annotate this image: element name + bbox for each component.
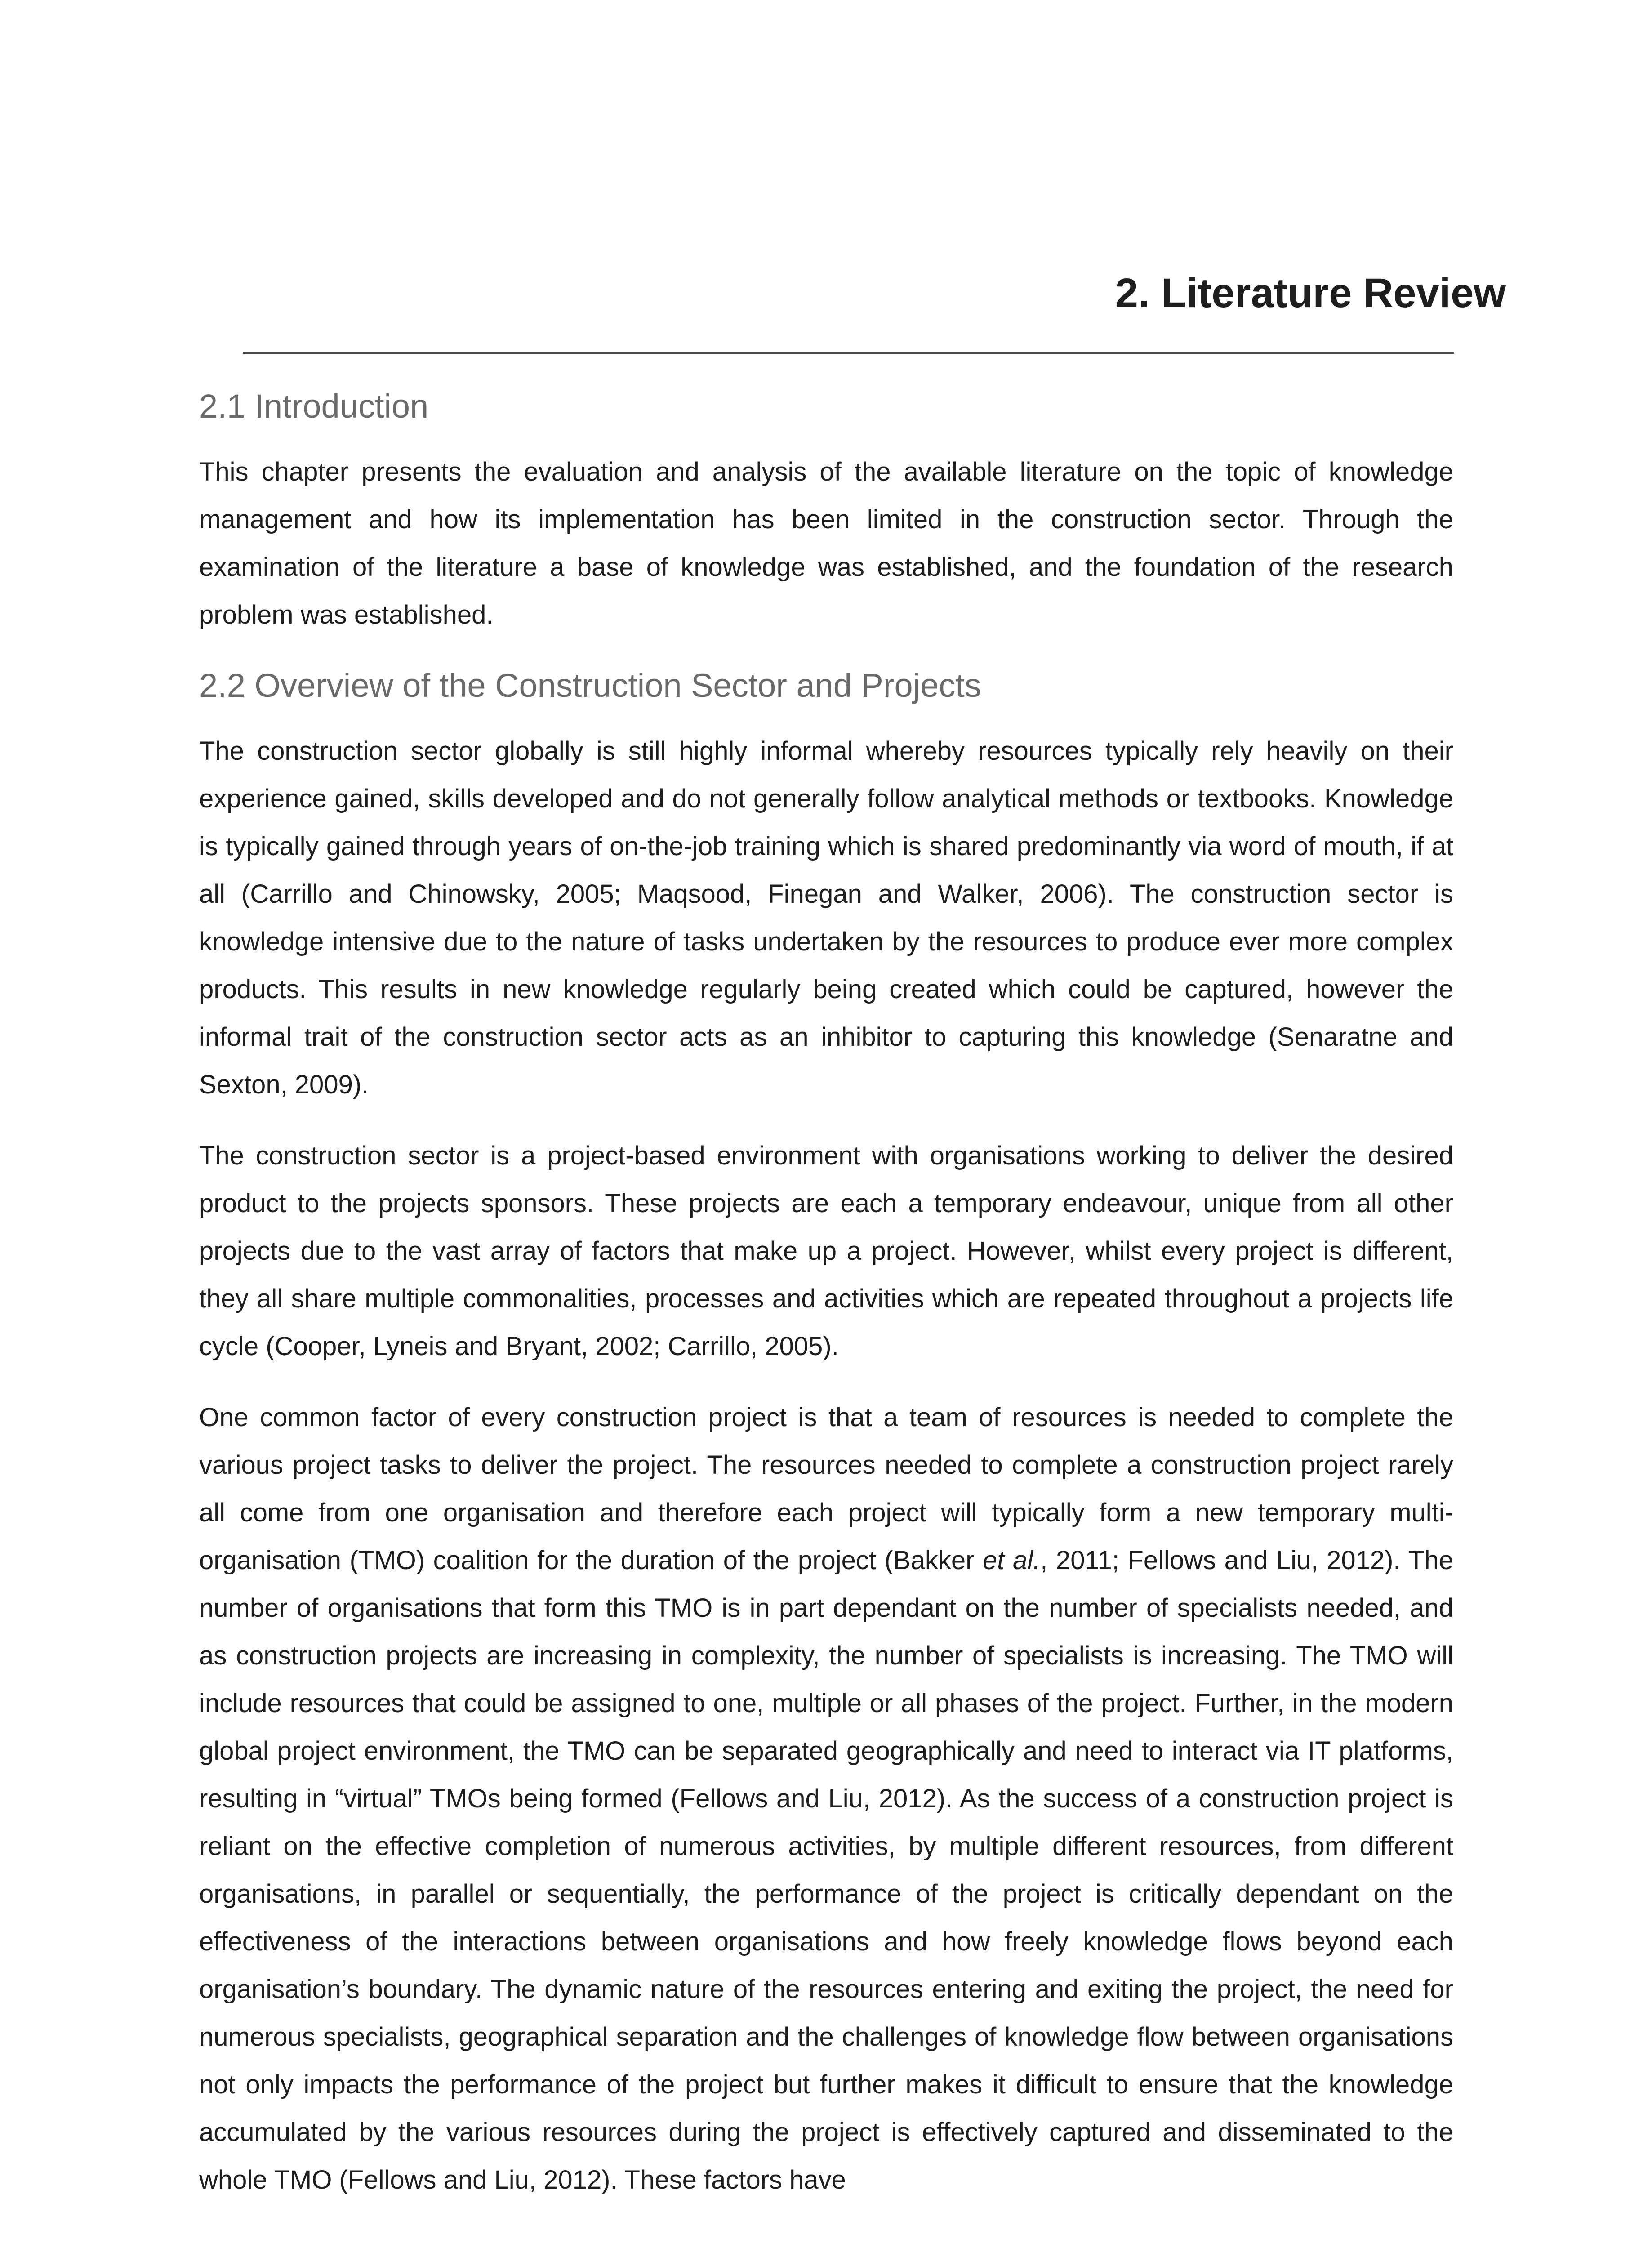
paragraph-informal-sector: The construction sector globally is still highly informal whereby resources typically rely heavily on their experience gained, skills developed and do not generally follow analytical methods or textbooks. Knowledge is typically gained through years of on-the-job training which is shared predominantly via word of mouth, if at all (Carrillo and Chinowsky, 2005; Maqsood, Finegan and Walker, 2006). The construction sector is knowledge intensive due to the nature of tasks undertaken by the resources to produce ever more complex products. This results in new knowledge regularly being created which could be captured, however the informal trait of the construction sector acts as an inhibitor to capturing this knowledge (Senaratne and Sexton, 2009).: [199, 736, 1453, 1099]
chapter-body: [199, 378, 1453, 2204]
paragraph-tmo-text-1: One common factor of every construction project is that a team of resources is needed to complete the various project tasks to deliver the project. The resources needed to complete a construction project rarely all come from one organisation and therefore each project will typically form a new temporary multi-organisation (TMO) coalition for the duration of the project (Bakker: [199, 1402, 1453, 1575]
paragraph-introduction: This chapter presents the evaluation and analysis of the available literature on the topic of knowledge management and how its implementation has been limited in the construction sector. Through the examination of the literature a base of knowledge was established, and the foundation of the research problem was established.: [199, 457, 1453, 629]
paragraph-project-based: The construction sector is a project-based environment with organisations working to deliver the desired product to the projects sponsors. These projects are each a temporary endeavour, unique from all other projects due to the vast array of factors that make up a project. However, whilst every project is different, they all share multiple commonalities, processes and activities which are repeated throughout a projects life cycle (Cooper, Lyneis and Bryant, 2002; Carrillo, 2005).: [199, 1141, 1453, 1361]
paragraph-tmo-text-2: , 2011; Fellows and Liu, 2012). The number of organisations that form this TMO is in part dependant on the number of specialists needed, and as construction projects are increasing in complexity, the number of specialists is increasing. The TMO will include resources that could be assigned to one, multiple or all phases of the project. Further, in the modern global project environment, the TMO can be separated geographically and need to interact via IT platforms, resulting in “virtual” TMOs being formed (Fellows and Liu, 2012). As the success of a construction project is reliant on the effective completion of numerous activities, by multiple different resources, from different organisations, in parallel or sequentially, the performance of the project is critically dependant on the effectiveness of the interactions between organisations and how freely knowledge flows beyond each organisation’s boundary. The dynamic nature of the resources entering and exiting the project, the need for numerous specialists, geographical separation and the challenges of knowledge flow between organisations not only impacts the performance of the project but further makes it difficult to ensure that the knowledge accumulated by the various resources during the project is effectively captured and disseminated to the whole TMO (Fellows and Liu, 2012). These factors have: [199, 1545, 1454, 2194]
section-heading-overview: 2.2 Overview of the Construction Sector and Projects: [199, 666, 981, 704]
title-divider: [243, 352, 1454, 354]
chapter-title: 2. Literature Review: [1115, 270, 1506, 316]
paragraph-tmo: [199, 1394, 1453, 2204]
paragraph-tmo-italic: et al.: [983, 1545, 1041, 1575]
section-heading-introduction: 2.1 Introduction: [199, 388, 429, 425]
